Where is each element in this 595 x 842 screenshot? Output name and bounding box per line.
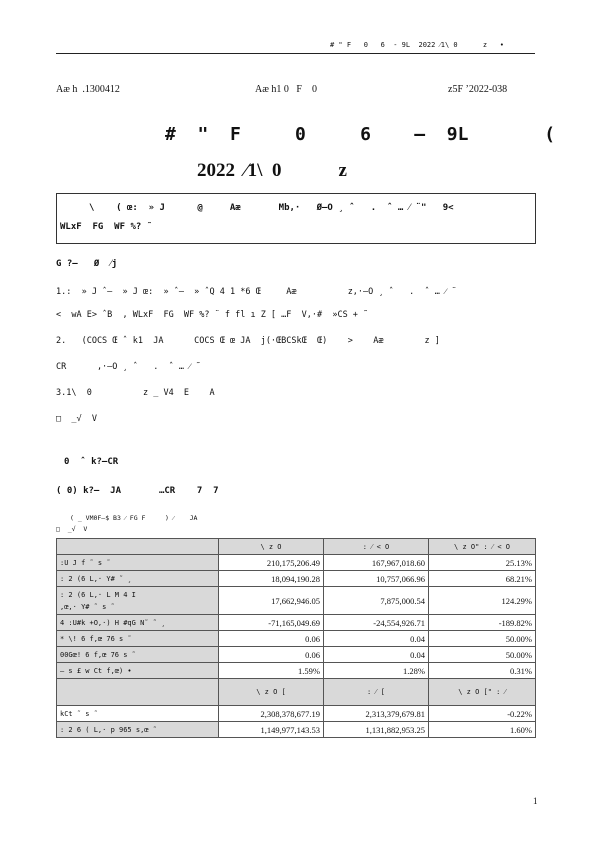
running-header: # " F 0 6 - 9L 2022 ⁄1\ 0 z • — [330, 41, 504, 49]
unit-note-2: □ _√ V — [56, 525, 88, 533]
paragraph-3: 3.1\ 0 z _ V4 E A — [56, 388, 215, 398]
row-label: : 2 (6 L,· L M 4 I ,œ,· Y# ˜ s ˜ — [57, 587, 219, 615]
table-row — [57, 706, 536, 722]
change-value: 124.29% — [429, 587, 536, 615]
announcement-number: z5F ’2022-038 — [448, 84, 508, 95]
header-cell: \ z O [" : ⁄ — [429, 679, 536, 706]
previous-value: 1.28% — [324, 663, 429, 679]
row-label: : 2 (6 L,· Y# ˜ ¸ — [57, 571, 219, 587]
header-cell: \ z O [ — [219, 679, 324, 706]
company-abbr: Aæ h1 0 F 0 — [255, 84, 317, 95]
previous-value: 0.04 — [324, 647, 429, 663]
header-cell: : ⁄ [ — [324, 679, 429, 706]
notice-box — [56, 193, 536, 244]
change-value: 50.00% — [429, 647, 536, 663]
table-row — [57, 722, 536, 738]
row-label: – s £ w Ct f,œ) • — [57, 663, 219, 679]
change-value: 68.21% — [429, 571, 536, 587]
current-value: 17,662,946.05 — [219, 587, 324, 615]
previous-value: -24,554,926.71 — [324, 615, 429, 631]
section-heading-1: G ?– Ø ⁄j — [56, 259, 118, 269]
current-value: 0.06 — [219, 647, 324, 663]
table-header-row — [57, 539, 536, 555]
paragraph-1-line-1: 1.: » J ˆ– » J œ: » ˆ– » ˆQ 4 1 *6 Œ Aæ z,·–O ¸ ˆ . ˆ … ⁄ ¨ — [56, 287, 457, 297]
header-cell — [57, 539, 219, 555]
previous-value: 7,875,000.54 — [324, 587, 429, 615]
notice-line-1: \ ( œ: » J @ Aæ Mb,· Ø–O ¸ ˆ . ˆ … ⁄ ¨" 9< — [89, 203, 454, 213]
current-value: 2,308,378,677.19 — [219, 706, 324, 722]
table-row — [57, 571, 536, 587]
previous-value: 1,131,882,953.25 — [324, 722, 429, 738]
paragraph-2-line-1: 2. (COCS Œ ˆ k1 JA COCS Œ œ JA j(·ŒBCSkŒ Œ) > Aæ z ] — [56, 336, 440, 346]
change-value: 0.31% — [429, 663, 536, 679]
change-value: -189.82% — [429, 615, 536, 631]
table-header-row-2 — [57, 679, 536, 706]
table-row — [57, 555, 536, 571]
current-value: 1.59% — [219, 663, 324, 679]
section-heading-3: ( 0) k?– JA …CR 7 7 — [56, 486, 219, 496]
document-title-line2: 2022 ⁄1\ 0 z — [197, 160, 347, 181]
header-cell — [57, 679, 219, 706]
change-value: 25.13% — [429, 555, 536, 571]
current-value: 1,149,977,143.53 — [219, 722, 324, 738]
row-label: :U J f ˜ s ˜ — [57, 555, 219, 571]
company-code: Aæ h .1300412 — [56, 84, 120, 95]
page-number: 1 — [533, 796, 538, 806]
current-value: -71,165,049.69 — [219, 615, 324, 631]
paragraph-1-line-2: < wA E> ˆB , WLxF FG WF %? ¨ f fl ı Z [ …F V,·# »CS + ˜ — [56, 310, 369, 320]
table-row — [57, 631, 536, 647]
financial-table — [56, 538, 536, 738]
current-value: 18,094,190.28 — [219, 571, 324, 587]
change-value: -0.22% — [429, 706, 536, 722]
paragraph-2-line-2: CR ,·–O ¸ ˆ . ˆ … ⁄ ˜ — [56, 362, 201, 372]
row-label: 4 :U#k +O,·) H #qG N˜ ˜ ¸ — [57, 615, 219, 631]
previous-value: 0.04 — [324, 631, 429, 647]
table-row — [57, 663, 536, 679]
document-title-line1: # " F 0 6 – 9L ( — [165, 124, 556, 145]
paragraph-4: □ _√ V — [56, 414, 97, 424]
table-row — [57, 647, 536, 663]
notice-line-2: WLxF FG WF %? ˜ — [60, 222, 153, 232]
header-cell: : ⁄ < O — [324, 539, 429, 555]
previous-value: 167,967,018.60 — [324, 555, 429, 571]
section-heading-2: 0 ˆ k?–CR — [64, 457, 119, 467]
unit-note: ( _ VM0F–$ B3 ⁄ FG F ) ⁄ JA — [70, 514, 198, 522]
previous-value: 10,757,066.96 — [324, 571, 429, 587]
header-cell: \ z O" : ⁄ < O — [429, 539, 536, 555]
current-value: 210,175,206.49 — [219, 555, 324, 571]
change-value: 50.00% — [429, 631, 536, 647]
row-label: : 2 6 ( L,· p 965 s,œ ˜ — [57, 722, 219, 738]
row-label: * \! 6 f,œ 76 s ˜ — [57, 631, 219, 647]
change-value: 1.60% — [429, 722, 536, 738]
current-value: 0.06 — [219, 631, 324, 647]
table-row — [57, 615, 536, 631]
row-label: kCt ˜ s ˜ — [57, 706, 219, 722]
header-rule — [56, 53, 535, 54]
header-cell: \ z O — [219, 539, 324, 555]
row-label: 00Gœ! 6 f,œ 76 s ˜ — [57, 647, 219, 663]
table-row — [57, 587, 536, 615]
previous-value: 2,313,379,679.81 — [324, 706, 429, 722]
